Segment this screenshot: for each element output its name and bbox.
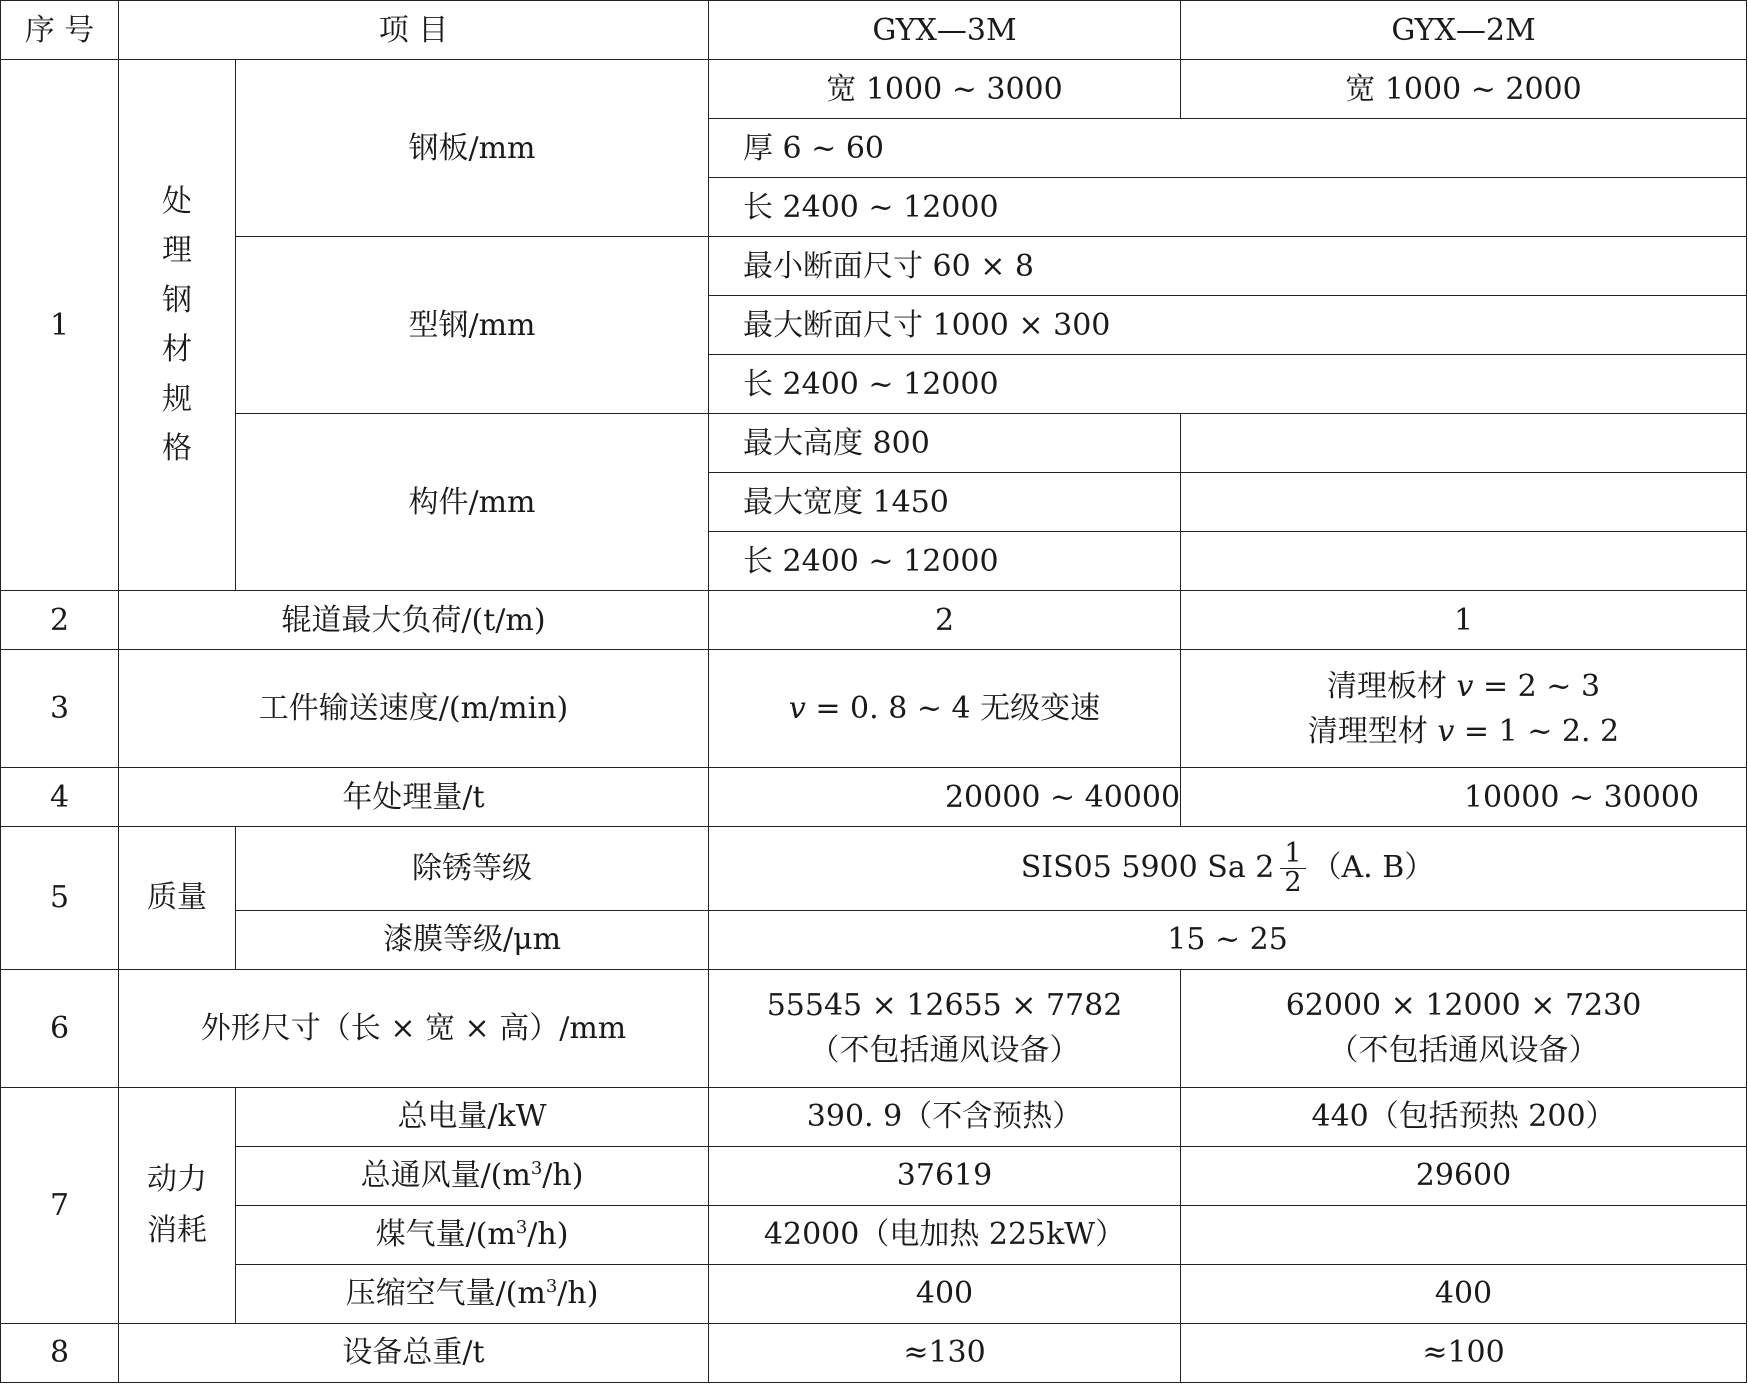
header-model-a: GYX—3M: [709, 1, 1181, 60]
row5-group-label: 质量: [119, 827, 236, 969]
row6-label: 外形尺寸（长 × 宽 × 高）/mm: [119, 969, 709, 1087]
rust-grade-label: 除锈等级: [236, 827, 709, 910]
row8-label: 设备总重/t: [119, 1323, 709, 1382]
steel-plate-width-a: 宽 1000 ~ 3000: [709, 60, 1181, 119]
table-row: [1, 910, 1747, 969]
steel-plate-thickness: 厚 6 ~ 60: [709, 119, 1747, 178]
row2-value-a: 2: [709, 591, 1181, 650]
row6-value-b: 62000 × 12000 × 7230 （不包括通风设备）: [1181, 969, 1747, 1087]
ventilation-value-a: 37619: [709, 1146, 1181, 1205]
table-row: [1, 768, 1747, 827]
film-grade-value: 15 ~ 25: [709, 910, 1747, 969]
table-row: [1, 1087, 1747, 1146]
section-steel-min: 最小断面尺寸 60 × 8: [709, 237, 1747, 296]
header-row: [1, 1, 1747, 60]
row8-value-b: ≈100: [1181, 1323, 1747, 1382]
header-item: 项 目: [119, 1, 709, 60]
component-max-width-b: [1181, 473, 1747, 532]
table-row: [1, 1323, 1747, 1382]
table-row: [1, 1264, 1747, 1323]
rust-grade-value: SIS05 5900 Sa 2 $\frac{1}{2}$ （A. B）: [709, 827, 1747, 910]
row1-seq: 1: [1, 60, 119, 591]
row8-seq: 8: [1, 1323, 119, 1382]
row5-seq: 5: [1, 827, 119, 969]
row2-label: 辊道最大负荷/(t/m): [119, 591, 709, 650]
row1-group-label: 处 理 钢 材 规 格: [119, 60, 236, 591]
table-row: [1, 650, 1747, 768]
table-row: [1, 414, 1747, 473]
ventilation-value-b: 29600: [1181, 1146, 1747, 1205]
compressed-air-value-b: 400: [1181, 1264, 1747, 1323]
steel-plate-length: 长 2400 ~ 12000: [709, 178, 1747, 237]
row4-label: 年处理量/t: [119, 768, 709, 827]
table-row: [1, 827, 1747, 910]
table-row: [1, 969, 1747, 1087]
steel-plate-label: 钢板/mm: [236, 60, 709, 237]
fraction-one-half: $\frac{1}{2}$: [1280, 840, 1305, 898]
row7-seq: 7: [1, 1087, 119, 1323]
gas-label: 煤气量$/(m^3/h)$: [236, 1205, 709, 1264]
row7-group-label: 动力 消耗: [119, 1087, 236, 1323]
row3-value-a: v = 0. 8 ~ 4 无级变速: [709, 650, 1181, 768]
component-max-height: 最大高度 800: [709, 414, 1181, 473]
row3-label: 工件输送速度/(m/min): [119, 650, 709, 768]
component-length-b: [1181, 532, 1747, 591]
row8-value-a: ≈130: [709, 1323, 1181, 1382]
steel-plate-width-b: 宽 1000 ~ 2000: [1181, 60, 1747, 119]
row3-value-b: 清理板材 v = 2 ~ 3 清理型材 v = 1 ~ 2. 2: [1181, 650, 1747, 768]
component-max-height-b: [1181, 414, 1747, 473]
table-row: [1, 1146, 1747, 1205]
compressed-air-label: 压缩空气量$/(m^3/h)$: [236, 1264, 709, 1323]
row4-value-a-cell: 20000 ~ 40000: [709, 768, 1181, 827]
component-max-width: 最大宽度 1450: [709, 473, 1181, 532]
gas-value-a: 42000（电加热 225kW）: [709, 1205, 1181, 1264]
section-steel-length: 长 2400 ~ 12000: [709, 355, 1747, 414]
section-steel-label: 型钢/mm: [236, 237, 709, 414]
table-row: [1, 60, 1747, 119]
table-row: [1, 591, 1747, 650]
header-seq: 序 号: [1, 1, 119, 60]
power-value-b: 440（包括预热 200）: [1181, 1087, 1747, 1146]
ventilation-label: 总通风量$/(m^3/h)$: [236, 1146, 709, 1205]
header-model-b: GYX—2M: [1181, 1, 1747, 60]
compressed-air-value-a: 400: [709, 1264, 1181, 1323]
row4-value-b: 10000 ~ 30000: [1181, 768, 1747, 827]
row6-seq: 6: [1, 969, 119, 1087]
table-row: [1, 1205, 1747, 1264]
power-label: 总电量/kW: [236, 1087, 709, 1146]
power-value-a: 390. 9（不含预热）: [709, 1087, 1181, 1146]
section-steel-max: 最大断面尺寸 1000 × 300: [709, 296, 1747, 355]
film-grade-label: 漆膜等级/μm: [236, 910, 709, 969]
row2-value-b: 1: [1181, 591, 1747, 650]
row6-value-a: 55545 × 12655 × 7782 （不包括通风设备）: [709, 969, 1181, 1087]
component-label: 构件/mm: [236, 414, 709, 591]
table-row: [1, 237, 1747, 296]
row3-seq: 3: [1, 650, 119, 768]
row4-seq: 4: [1, 768, 119, 827]
gas-value-b: [1181, 1205, 1747, 1264]
row2-seq: 2: [1, 591, 119, 650]
component-length: 长 2400 ~ 12000: [709, 532, 1181, 591]
